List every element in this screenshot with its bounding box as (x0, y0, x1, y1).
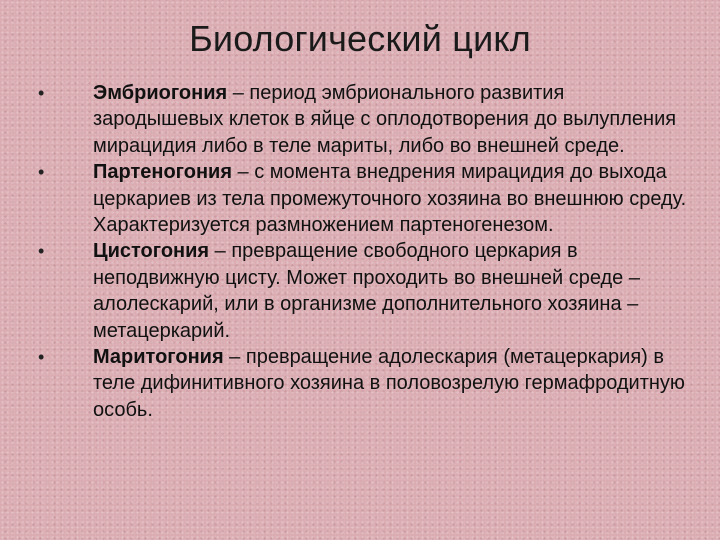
term-description: – период эмбрионального развития зародышевых клеток в яйце с оплодотворения до вылупления мирацидия либо в теле мариты, либо во внешней среде. (93, 82, 677, 157)
term-description: – превращение свободного церкария в неподвижную цисту. Может проходить во внешней среде – алолескарий, или в организме дополнительного хозяина – метацеркарий. (93, 240, 640, 342)
list-item-text (93, 344, 693, 423)
term-label: Цистогония (93, 240, 210, 263)
term-description: – превращение адолескария (метацеркария) в теле дифинитивного хозяина в половозрелую гермафродитную особь. (93, 346, 685, 421)
term-label: Партеногония (93, 161, 232, 184)
list-item-embryogony (0, 80, 720, 159)
list-item-text (93, 238, 693, 344)
bullet-icon: • (38, 162, 45, 183)
bullet-icon: • (38, 83, 45, 103)
bullet-list (0, 80, 720, 423)
list-item-cystogony (0, 238, 720, 344)
list-item-parthenogony (0, 159, 720, 238)
term-label: Маритогония (93, 346, 224, 369)
term-description: – с момента внедрения мирацидия до выхода церкариев из тела промежуточного хозяина во внешнюю среду. Характеризуется размножением партеногенезом. (93, 161, 687, 237)
term-label: Эмбриогония (93, 82, 228, 104)
slide-title: Биологический цикл (189, 18, 531, 59)
list-item-maritogony (0, 344, 720, 423)
list-item-text (93, 159, 693, 238)
bullet-icon: • (38, 241, 45, 262)
bullet-icon: • (38, 347, 45, 368)
list-item-text (93, 80, 693, 159)
